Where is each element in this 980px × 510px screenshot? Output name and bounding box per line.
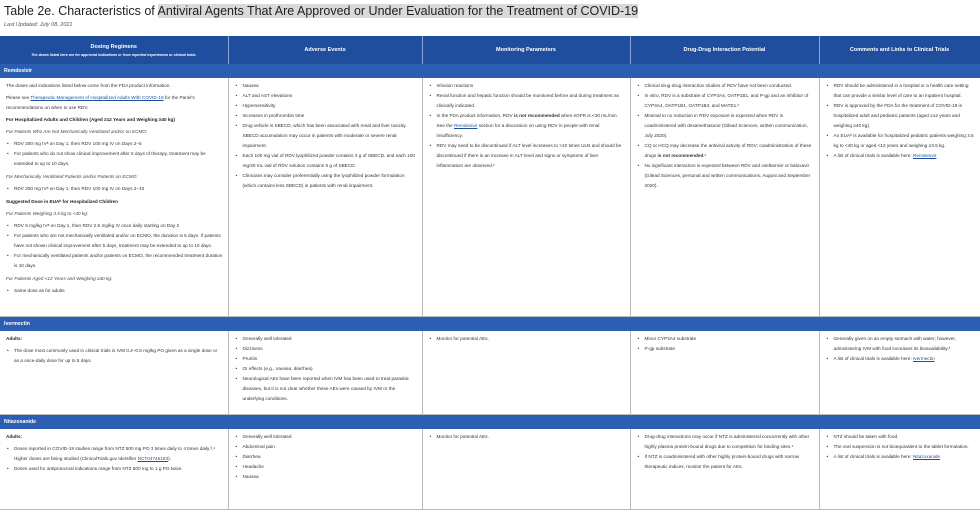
nitazoxanide-drug-interactions: • Drug-drug interactions may occur if NTZ is administered concurrently with other highly plasma protein-bound drugs due to competition for binding sites.⁵ • If NTZ is coadministered with other highly protein-bound drugs with narrow therapeutic indices, monitor the patient for AEs. bbox=[630, 429, 819, 509]
table-row bbox=[0, 78, 980, 316]
remdesivir-dosing: The doses and indications listed below come from the FDA product information. Please see Therapeutic Management of Hospitalized Adults With COVID-19 for the Panel's recommendations on when to use RDV. For Hospitalized Adults and Children (Aged ≥12 Years and Weighing ≥40 kg) For Patients Who Are Not Mechanically Ventilated and/or on ECMO: • RDV 200 mg IVᵃ on Day 1, then RDV 100 mg IV on Days 2–5 • For patients who do not show clinical improvement after 5 days of therapy, treatment may be extended to up to 10 days. For Mechanically Ventilated Patients and/or Patients on ECMO: • RDV 200 mg IVᵃ on Day 1, then RDV 100 mg IV on Days 2–10 Suggested Dose in EUAᵇ for Hospitalized Children For Patients Weighing 3.5 kg to <40 kg: • RDV 5 mg/kg IVᵃ on Day 1, then RDV 2.5 mg/kg IV once daily starting on Day 2 • For patients who are not mechanically ventilated and/or on ECMO, the duration is 5 days. If patients have not shown clinical improvement after 5 days, treatment may be extended to up to 10 days. • For mechanically ventilated patients and/or patients on ECMO, the recommended treatment duration is 10 days. For Patients Aged <12 Years and Weighing ≥40 kg: • Same dose as for adults bbox=[0, 78, 228, 316]
last-updated: Last Updated: July 08, 2021 bbox=[4, 22, 73, 28]
section-ivermectin: Ivermectin bbox=[0, 316, 980, 331]
ivermectin-drug-interactions: • Minor CYP3A4 substrate • P-gp substrate bbox=[630, 331, 819, 415]
col-dosing-regimens: Dosing Regimens The doses listed here are for approved indications or from reported experiences or clinical trials. bbox=[0, 36, 228, 64]
remdesivir-comments: • RDV should be administered in a hospital or a health care setting that can provide a similar level of care to an inpatient hospital. • RDV is approved by the FDA for the treatment of COVID-19 in hospitalized adult and pediatric patients (aged ≥12 years and weighing ≥40 kg). • An EUAᵇ is available for hospitalized pediatric patients weighing 3.5 kg to <40 kg or aged <12 years and weighing ≥3.5 kg. • A list of clinical trials is available here: Remdesivir bbox=[819, 78, 980, 316]
header-row bbox=[0, 36, 980, 64]
nitazoxanide-comments: • NTZ should be taken with food. • The oral suspension is not bioequivalent to the tablet formulation. • A list of clinical trials is available here: Nitazoxanide bbox=[819, 429, 980, 509]
link-therapeutic-management[interactable]: Therapeutic Management of Hospitalized Adults With COVID-19 bbox=[30, 95, 164, 100]
section-nitazoxanide: Nitazoxanide bbox=[0, 415, 980, 430]
ivermectin-dosing: Adults: • The dose most commonly used in clinical trials is IVM 0.2–0.6 mg/kg PO given as a single dose or as a once-daily dose for up to 5 days. bbox=[0, 331, 228, 415]
link-nct04746183[interactable]: NCT04746183 bbox=[137, 456, 169, 461]
table-row bbox=[0, 331, 980, 415]
col-monitoring-parameters: Monitoring Parameters bbox=[422, 36, 630, 64]
page-header bbox=[0, 0, 980, 34]
section-remdesivir: Remdesivir bbox=[0, 64, 980, 78]
ivermectin-monitoring: • Monitor for potential AEs. bbox=[422, 331, 630, 415]
remdesivir-drug-interactions: • Clinical drug-drug interaction studies of RDV have not been conducted. • In vitro, RDV is a substrate of CYP3A4, OATP1B1, and P-gp and an inhibitor of CYP3A4, OATP1B1, OATP1B3, and MATE1.ᶜ • Minimal to no reduction in RDV exposure is expected when RDV is coadministered with dexamethasone (Gilead Sciences, written communication, July 2020). • CQ or HCQ may decrease the antiviral activity of RDV; coadministration of these drugs is not recommended.ᶜ • No significant interaction is expected between RDV and oseltamivir or baloxavir (Gilead Sciences, personal and written communications, August and September 2020). bbox=[630, 78, 819, 316]
col-comments-links: Comments and Links to Clinical Trials bbox=[819, 36, 980, 64]
link-nitazoxanide-trials[interactable]: Nitazoxanide bbox=[912, 454, 941, 459]
remdesivir-monitoring: • Infusion reactions • Renal function and hepatic function should be monitored before and during treatment as clinically indicated. • In the FDA product information, RDV is not recommended when eGFR is <30 mL/min. See the Remdesivir section for a discussion on using RDV in people with renal insufficiency. • RDV may need to be discontinued if ALT level increases to >10 times ULN and should be discontinued if there is an increase in ALT level and signs or symptoms of liver inflammation are observed.ᶜ bbox=[422, 78, 630, 316]
title-prefix: Table 2e. Characteristics of bbox=[4, 4, 158, 18]
dosing-note: The doses listed here are for approved indications or from reported experiences or clinical trials. bbox=[31, 52, 197, 57]
nitazoxanide-monitoring: • Monitor for potential AEs. bbox=[422, 429, 630, 509]
link-ivermectin-trials[interactable]: Ivermectin bbox=[912, 355, 935, 361]
nitazoxanide-dosing: Adults: • Doses reported in COVID-19 studies range from NTZ 500 mg PO 3 times daily to 4 times daily.³,⁴ Higher doses are being studied (ClinicalTrials.gov Identifier NCT04746183). • Doses used for antiprotozoal indications range from NTZ 500 mg to 1 g PO twice bbox=[0, 429, 228, 509]
col-adverse-events: Adverse Events bbox=[228, 36, 422, 64]
link-remdesivir-section[interactable]: Remdesivir bbox=[453, 123, 478, 128]
remdesivir-adverse-events: • Nausea • ALT and AST elevations • Hypersensitivity • Increases in prothrombin time • Drug vehicle is SBECD, which has been associated with renal and liver toxicity. SBECD accumulation may occur in patients with moderate or severe renal impairment. • Each 100 mg vial of RDV lyophilized powder contains 3 g of SBECD, and each 100 mg/20 mL vial of RDV solution contains 6 g of SBECD. • Clinicians may consider preferentially using the lyophilized powder formulation (which contains less SBECD) in patients with renal impairment. bbox=[228, 78, 422, 316]
antiviral-table bbox=[0, 36, 980, 510]
page-title bbox=[4, 4, 976, 19]
ivermectin-adverse-events: • Generally well tolerated • Dizziness • Pruritis • GI effects (e.g., nausea, diarrhea) • Neurological AEs have been reported when IVM has been used to treat parasitic diseases, but it is not clear whether these AEs were caused by IVM or the underlying conditions. bbox=[228, 331, 422, 415]
nitazoxanide-adverse-events: • Generally well tolerated • Abdominal pain • Diarrhea • Headache • Nausea bbox=[228, 429, 422, 509]
link-remdesivir-trials[interactable]: Remdesivir bbox=[912, 153, 937, 158]
title-highlight: Antiviral Agents That Are Approved or Under Evaluation for the Treatment of COVID-19 bbox=[157, 4, 639, 18]
ivermectin-comments: • Generally given on an empty stomach with water; however, administering IVM with food increases its bioavailability.² • A list of clinical trials is available here: Ivermectin bbox=[819, 331, 980, 415]
col-drug-interactions: Drug-Drug Interaction Potential bbox=[630, 36, 819, 64]
table-row bbox=[0, 429, 980, 509]
